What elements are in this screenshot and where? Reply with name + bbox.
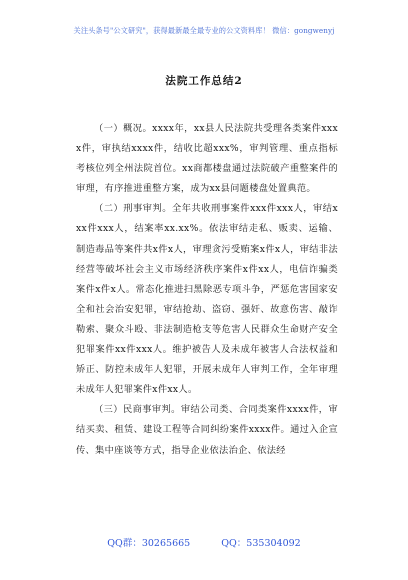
document-body — [76, 119, 338, 461]
footer-qq-group: QQ群：30265665 — [107, 538, 191, 549]
footer-qq: QQ：535304092 — [221, 538, 301, 549]
paragraph-criminal-trial: （二）刑事审判。全年共收刑事案件xxx件xxx人，审结xxx件xxx人，结案率xx.xx%。依法审结走私、贩卖、运输、制造毒品等案件共x件x人，审理贪污受贿案x件x人，审结非法经营等破坏社会主义市场经济秩序案件x件xx人，电信诈骗类案件x件x人。常态化推进扫黑除恶专项斗争，严惩危害国家安全和社会治安犯罪，审结抢劫、盗窃、强奸、故意伤害、敲诈勒索、聚众斗殴、非法制造枪支等危害人民群众生命财产安全犯罪案件xx件xxx人。维护被告人及未成年被害人合法权益和矫正、防控未成年人犯罪，开展未成年人审判工作，全年审理未成年人犯罪案件x件xx人。 — [76, 203, 338, 396]
header-banner: 关注头条号"公文研究"，获得最新最全最专业的公文资料库！ 微信：gongwenyj — [73, 26, 335, 35]
document-title: 法院工作总结2 — [165, 75, 243, 87]
paragraph-overview: （一）概况。xxxx年，xx县人民法院共受理各类案件xxxx件，审执结xxxx件，结收比超xxx%，审判管理、重点指标考核位列全州法院首位。xx商都楼盘通过法院破产重整案件的审理，有序推进重整方案，成为xx县问题楼盘处置典范。 — [76, 123, 338, 195]
footer-contact — [0, 535, 408, 549]
paragraph-civil-commercial-trial: （三）民商事审判。审结公司类、合同类案件xxxx件，审结买卖、租赁、建设工程等合同纠纷案件xxxx件。通过入企宣传、集中座谈等方式，指导企业依法治企、依法经 — [76, 404, 338, 456]
